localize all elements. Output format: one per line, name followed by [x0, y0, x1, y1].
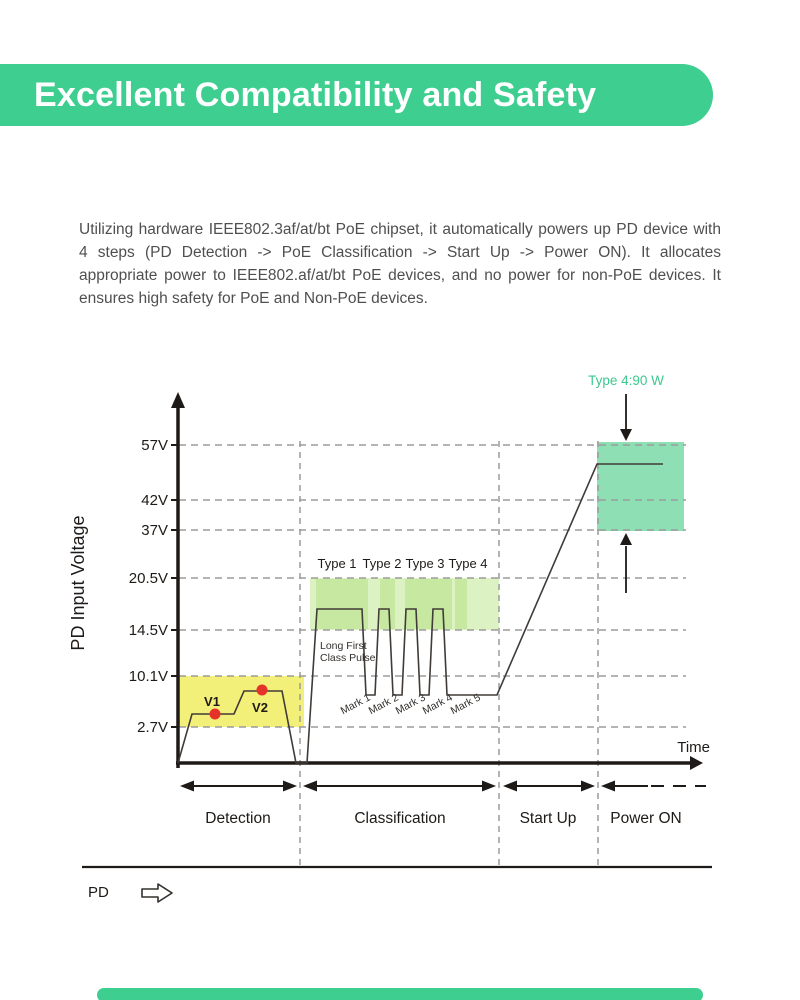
x-axis-title: Time: [677, 739, 710, 756]
type-label: Type 1: [317, 556, 357, 571]
mark-label: Mark 5: [448, 691, 483, 718]
phase-label-power-on: Power ON: [610, 810, 682, 827]
y-tick-label: 14.5V: [128, 622, 168, 639]
intro-paragraph: Utilizing hardware IEEE802.3af/at/bt PoE chipset, it automatically powers up PD device with 4 steps (PD Detection -> PoE Classification -> Start Up -> Power ON). It allocates appropriate power to IEEE802.af/at/bt PoE devices, and no power for non-PoE devices. It ensures high safety for PoE and Non-PoE devices.: [79, 220, 721, 307]
band-dark-segment: [380, 579, 395, 629]
phase-arrowhead-right: [581, 781, 595, 792]
mark-label: Mark 1: [338, 691, 373, 718]
page-title: Excellent Compatibility and Safety: [34, 75, 597, 114]
footer-accent-bar: [97, 988, 703, 1000]
down-arrow-icon: [620, 429, 632, 441]
band-dark-segment: [316, 579, 368, 629]
band-dark-segment: [405, 579, 452, 629]
y-axis-arrowhead: [171, 392, 185, 408]
y-axis-tick-labels: [129, 437, 168, 736]
mark-label: Mark 2: [366, 691, 401, 718]
phase-label-detection: Detection: [205, 810, 271, 827]
pd-device-label: PD: [88, 884, 109, 901]
type-label: Type 3: [405, 556, 445, 571]
detection-voltage-region: [179, 676, 304, 727]
detection-dot-V1: [210, 709, 221, 720]
power-on-voltage-region: [597, 442, 684, 531]
y-axis-title: PD Input Voltage: [68, 515, 88, 651]
y-tick-label: 42V: [141, 492, 168, 509]
up-arrow-icon: [620, 533, 632, 545]
y-tick-label: 20.5V: [128, 570, 168, 587]
long-first-class-pulse-label-line2: Class Pulse: [320, 652, 376, 664]
x-axis-arrowhead: [690, 756, 703, 770]
classification-type-labels: [317, 556, 487, 571]
phase-labels: [205, 810, 681, 827]
y-tick-label: 37V: [141, 522, 168, 539]
phase-label-classification: Classification: [354, 810, 446, 827]
mark-label: Mark 3: [393, 691, 428, 718]
phase-label-start-up: Start Up: [519, 810, 577, 827]
y-tick-label: 10.1V: [128, 668, 168, 685]
mark-label: Mark 4: [420, 691, 455, 718]
detection-label-V2: V2: [252, 700, 268, 715]
right-arrow-outline-icon: [142, 884, 172, 902]
detection-dot-V2: [257, 685, 268, 696]
phase-arrowhead-right: [283, 781, 297, 792]
type-label: Type 2: [362, 556, 402, 571]
band-dark-segment: [455, 579, 467, 629]
long-first-class-pulse-label-line1: Long First: [320, 640, 367, 652]
phase-arrowhead-right: [482, 781, 496, 792]
detection-label-V1: V1: [204, 694, 220, 709]
phase-duration-arrows: [180, 781, 706, 792]
y-tick-label: 57V: [141, 437, 168, 454]
y-tick-label: 2.7V: [137, 719, 168, 736]
type4-power-annotation: Type 4:90 W: [588, 373, 664, 388]
type-label: Type 4: [448, 556, 488, 571]
